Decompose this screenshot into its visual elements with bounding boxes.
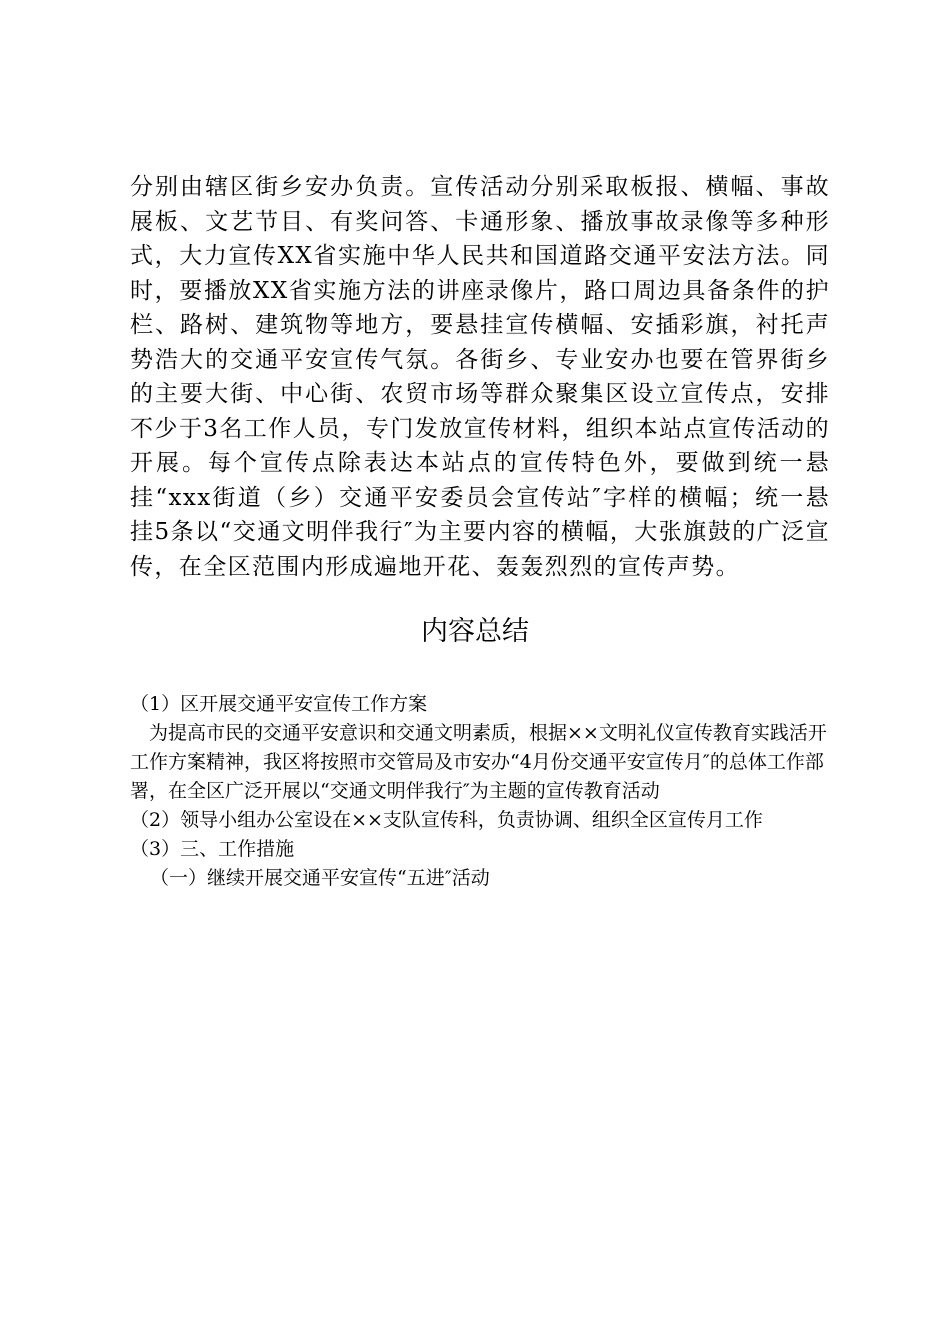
summary-item-1: （1）区开展交通平安宣传工作方案 bbox=[130, 693, 428, 715]
summary-item-1-body: 为提高市民的交通平安意识和交通文明素质，根据××文明礼仪宣传教育实践活开工作方案精神，我区将按照市交管局及市安办“4月份交通平安宣传月″的总体工作部署，在全区广泛开展以“交通文明伴我行″为主题的宣传教育活动 bbox=[130, 722, 827, 802]
summary-item-3-sub: （一）继续开展交通平安宣传“五进″活动 bbox=[150, 867, 490, 889]
body-paragraph: 分别由辖区街乡安办负责。宣传活动分别采取板报、横幅、事故展板、文艺节目、有奖问答、卡通形象、播放事故录像等多种形式，大力宣传XX省实施中华人民共和国道路交通平安法方法。同时，要播放XX省实施方法的讲座录像片，路口周边具备条件的护栏、路树、建筑物等地方，要悬挂宣传横幅、安插彩旗，衬托声势浩大的交通平安宣传气氛。各街乡、专业安办也要在管界街乡的主要大街、中心街、农贸市场等群众聚集区设立宣传点，安排不少于3名工作人员，专门发放宣传材料，组织本站点宣传活动的开展。每个宣传点除表达本站点的宣传特色外，要做到统一悬挂“xxx街道（乡）交通平安委员会宣传站″字样的横幅；统一悬挂5条以“交通文明伴我行″为主要内容的横幅，大张旗鼓的广泛宣传，在全区范围内形成遍地开花、轰轰烈烈的宣传声势。 bbox=[130, 174, 830, 580]
summary-item-2: （2）领导小组办公室设在××支队宣传科，负责协调、组织全区宣传月工作 bbox=[130, 809, 763, 831]
summary-section bbox=[130, 690, 830, 893]
summary-item-3: （3）三、工作措施 bbox=[130, 838, 295, 860]
summary-title: 内容总结 bbox=[421, 616, 529, 647]
